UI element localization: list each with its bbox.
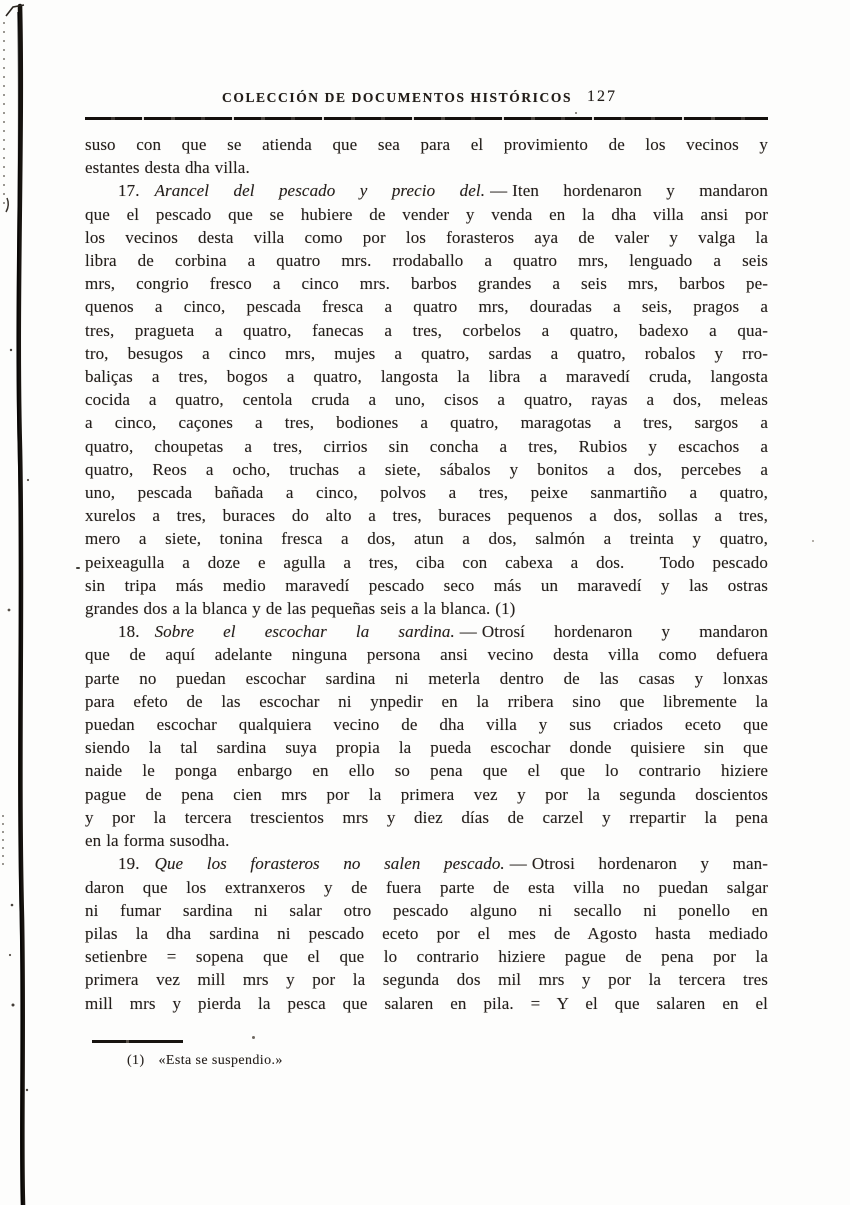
text-line: parte no puedan escochar sardina ni meterla dentro de las casas y lonxas [85,668,768,688]
text-line: mrs, congrio fresco a cinco mrs. barbos grandes a seis mrs, barbos pe- [85,274,768,294]
text-line: en la forma susodha. [85,831,230,851]
text-line: suso con que se atienda que sea para el provimiento de los vecinos y [85,135,768,154]
dash: — [490,181,508,201]
section-number: 17. [118,181,140,201]
text-line: mero a siete, tonina fresca a dos, atun a dos, salmón a treinta y quatro, [85,529,768,549]
footnote-text: «Esta se suspendio.» [158,1053,283,1068]
running-title: COLECCIÓN DE DOCUMENTOS HISTÓRICOS [222,90,573,105]
section-title: Que los forasteros no salen pescado. [154,854,505,874]
text-line: cocida a quatro, centola cruda a uno, cisos a quatro, rayas a dos, meleas [85,390,768,410]
text-line: quenos a cinco, pescada fresca a quatro mrs, douradas a seis, pragos a [85,297,768,317]
text-line: primera vez mill mrs y por la segunda dos mil mrs y por la tercera tres [85,970,768,990]
footnote-marker: (1) [127,1053,145,1068]
scan-speck [575,112,577,114]
text-line: libra de corbina a quatro mrs. rrodaballo a quatro mrs, lenguado a seis [85,251,768,271]
text-line: tres, pragueta a quatro, fanecas a tres, corbelos a quatro, badexo a qua- [85,320,768,340]
text-line: que de aquí adelante ninguna persona ansi vecino desta villa como defuera [85,645,768,665]
text-line: peixeagulla a doze e agulla a tres, ciba con cabexa a dos. Todo pescado [85,552,768,572]
text-line: estantes desta dha villa. [85,158,250,178]
footnote-rule [92,1040,183,1043]
scan-speck [76,567,80,569]
scan-speck [252,1036,255,1039]
text-line: quatro, Reos a ocho, truchas a siete, sábalos y bonitos a dos, percebes a [85,459,768,479]
footnote [85,1051,645,1071]
text-line: que el pescado que se hubiere de vender y venda en la dha villa ansi por [85,204,768,224]
page-number: 127 [587,88,617,105]
text-line: para efeto de las escochar ni ynpedir en la rribera sino que libremente la [85,691,768,711]
text-line: baliças a tres, bogos a quatro, langosta la libra a maravedí cruda, langosta [85,367,768,387]
page-body [85,133,768,1015]
binding-edge-artifact [0,0,42,1205]
section-number: 19. [118,854,140,874]
text-line: a cinco, caçones a tres, bodiones a quatro, maragotas a tres, sargos a [85,413,768,433]
section-title: Sobre el escochar la sardina. [154,622,455,642]
dash: — [509,854,527,874]
text-line: xurelos a tres, buraces do alto a tres, buraces pequenos a dos, sollas a tres, [85,506,768,526]
text-line: puedan escochar qualquiera vecino de dha villa y sus criados eceto que [85,715,768,735]
text-line: setienbre = sopena que el que lo contrario hiziere pague de pena por la [85,947,768,967]
text-line: tro, besugos a cinco mrs, mujes a quatro, sardas a quatro, robalos y rro- [85,343,768,363]
section-heading-line: 19. Que los forasteros no salen pescado. — Otrosi hordenaron y man- [118,854,768,874]
text-line: quatro, choupetas a tres, cirrios sin concha a tres, Rubios y escachos a [85,436,768,456]
section-title: Arancel del pescado y precio del. [154,181,486,201]
text-line: los vecinos desta villa como por los forasteros aya de valer y valga la [85,227,768,247]
text-line: daron que los extranxeros y de fuera parte de esta villa no puedan salgar [85,877,768,897]
text-line: sin tripa más medio maravedí pescado seco más un maravedí y las ostras [85,575,768,595]
text-line: uno, pescada bañada a cinco, polvos a tres, peixe sanmartiño a quatro, [85,483,768,503]
section-heading-line: 18. Sobre el escochar la sardina. — Otrosí hordenaron y mandaron [118,622,768,642]
text-line: ni fumar sardina ni salar otro pescado alguno ni secallo ni ponello en [85,900,768,920]
dash: — [459,622,477,642]
text-line: y por la tercera trescientos mrs y diez días de carzel y rrepartir la pena [85,807,768,827]
header-rule [85,117,768,120]
scan-speck [812,540,814,542]
text-line: grandes dos a la blanca y de las pequeñas seis a la blanca. (1) [85,599,516,619]
section-heading-line: 17. Arancel del pescado y precio del. — Iten hordenaron y mandaron [118,181,769,201]
text-line: naide le ponga enbargo en ello so pena que el que lo contrario hiziere [85,761,768,781]
text-line: mill mrs y pierda la pesca que salaren en pila. = Y el que salaren en el [85,993,768,1013]
text-line: pilas la dha sardina ni pescado eceto por el mes de Agosto hasta mediado [85,923,768,943]
text-line: siendo la tal sardina suya propia la pueda escochar donde quisiere sin que [85,738,768,758]
page-header [85,90,768,112]
text-line: pague de pena cien mrs por la primera vez y por la segunda doscientos [85,784,768,804]
section-number: 18. [118,622,140,642]
